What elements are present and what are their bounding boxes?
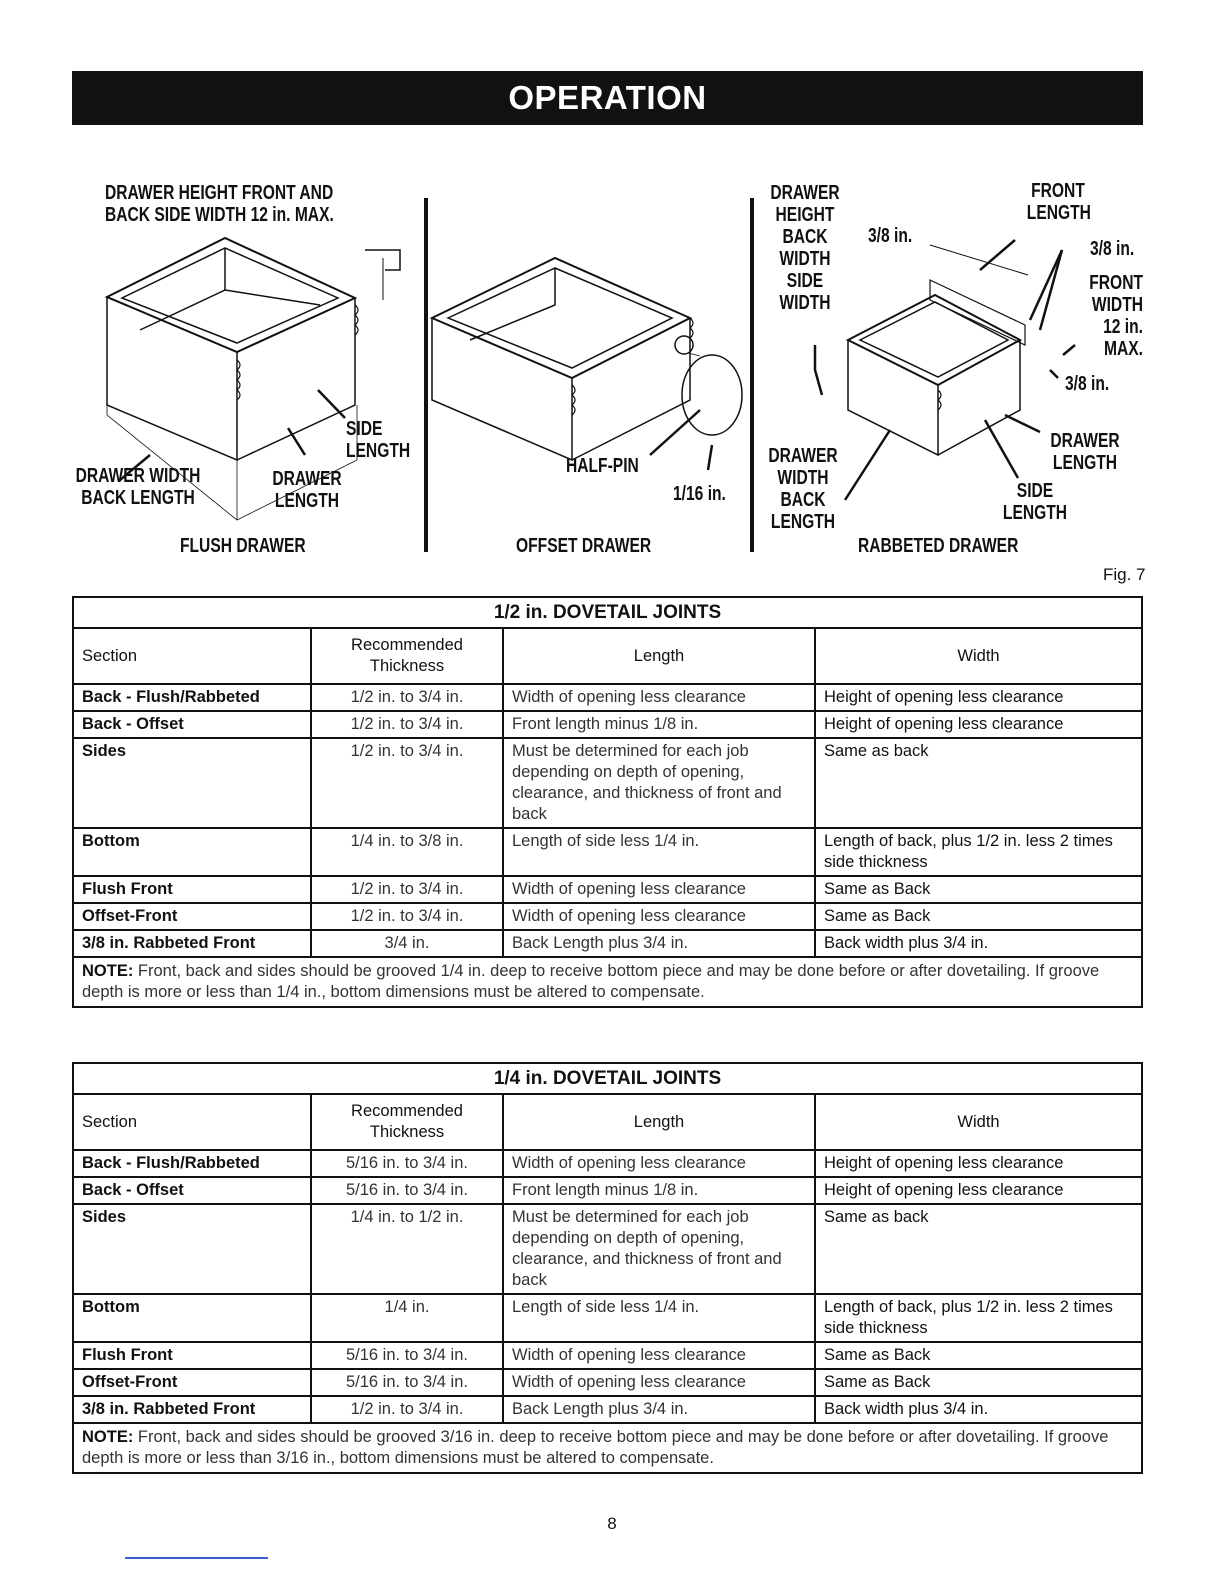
table-title-row <box>73 1063 1142 1094</box>
flush-drawer-length-label: DRAWER LENGTH <box>272 468 342 512</box>
table-row <box>73 1342 1142 1369</box>
table-row <box>73 1396 1142 1423</box>
column-header: Length <box>503 1094 815 1150</box>
table-row <box>73 1150 1142 1177</box>
table-cell: Same as Back <box>815 1369 1142 1396</box>
rabbeted-drawer-length-label: DRAWER LENGTH <box>1050 430 1120 474</box>
table-row <box>73 684 1142 711</box>
table-cell: Height of opening less clearance <box>815 684 1142 711</box>
rabbeted-side-length-label: SIDE LENGTH <box>1002 480 1068 524</box>
column-header: Recommended Thickness <box>311 628 503 684</box>
table-cell: Width of opening less clearance <box>503 684 815 711</box>
table-row <box>73 1204 1142 1294</box>
table-note <box>73 1423 1142 1473</box>
table-row <box>73 738 1142 828</box>
section-title: OPERATION <box>508 79 707 116</box>
table-cell: Width of opening less clearance <box>503 1342 815 1369</box>
flush-width-label: DRAWER WIDTH BACK LENGTH <box>75 465 201 509</box>
front-width-label: FRONT WIDTH 12 in. MAX. <box>1089 272 1143 360</box>
table-row <box>73 828 1142 876</box>
table-cell: Back - Offset <box>73 1177 311 1204</box>
table-cell: Back - Flush/Rabbeted <box>73 1150 311 1177</box>
half-pin-label: HALF-PIN <box>566 455 639 477</box>
table-cell: Width of opening less clearance <box>503 1150 815 1177</box>
note-text: Front, back and sides should be grooved 1/4 in. deep to receive bottom piece and may be done before or after dovetailing. If groove depth is more or less than 1/4 in., bottom dimensions must be altered to compensate. <box>82 962 1100 1001</box>
table-cell: Length of side less 1/4 in. <box>503 828 815 876</box>
table-cell: 5/16 in. to 3/4 in. <box>311 1177 503 1204</box>
rabbeted-drawer-drawing <box>815 240 1075 500</box>
table-cell: Offset-Front <box>73 1369 311 1396</box>
column-header: Width <box>815 1094 1142 1150</box>
note-label: NOTE: <box>82 962 134 980</box>
table-title-row <box>73 597 1142 628</box>
table-cell: Same as back <box>815 738 1142 828</box>
table-cell: Length of back, plus 1/2 in. less 2 times side thickness <box>815 828 1142 876</box>
table-row <box>73 930 1142 957</box>
table-header-row <box>73 1094 1142 1150</box>
table-cell: Bottom <box>73 1294 311 1342</box>
table-cell: 1/2 in. to 3/4 in. <box>311 903 503 930</box>
table-note <box>73 957 1142 1007</box>
table-row <box>73 1294 1142 1342</box>
table-cell: Back width plus 3/4 in. <box>815 1396 1142 1423</box>
column-header: Recommended Thickness <box>311 1094 503 1150</box>
table-cell: Back Length plus 3/4 in. <box>503 1396 815 1423</box>
table-row <box>73 903 1142 930</box>
table-cell: 1/4 in. to 1/2 in. <box>311 1204 503 1294</box>
table-cell: Flush Front <box>73 876 311 903</box>
three-eighths-label-1: 3/8 in. <box>868 225 913 247</box>
table-cell: Width of opening less clearance <box>503 903 815 930</box>
table-cell: Front length minus 1/8 in. <box>503 1177 815 1204</box>
table-cell: 5/16 in. to 3/4 in. <box>311 1342 503 1369</box>
table-row <box>73 1369 1142 1396</box>
front-length-label: FRONT LENGTH <box>1026 180 1091 224</box>
table-row <box>73 711 1142 738</box>
table-cell: Same as back <box>815 1204 1142 1294</box>
table-title: 1/2 in. DOVETAIL JOINTS <box>73 597 1142 628</box>
table-cell: Back - Flush/Rabbeted <box>73 684 311 711</box>
table-cell: 1/2 in. to 3/4 in. <box>311 1396 503 1423</box>
sixteenth-label: 1/16 in. <box>673 483 726 505</box>
table-row <box>73 876 1142 903</box>
table-cell: Back - Offset <box>73 711 311 738</box>
quarter-inch-dovetail-table <box>72 1062 1143 1474</box>
table-cell: 1/4 in. <box>311 1294 503 1342</box>
page-number: 8 <box>607 1514 617 1533</box>
table-cell: 3/8 in. Rabbeted Front <box>73 930 311 957</box>
column-header: Section <box>73 628 311 684</box>
table-cell: Offset-Front <box>73 903 311 930</box>
table-cell: 1/2 in. to 3/4 in. <box>311 684 503 711</box>
table-cell: 1/4 in. to 3/8 in. <box>311 828 503 876</box>
table-cell: Flush Front <box>73 1342 311 1369</box>
table-cell: 1/2 in. to 3/4 in. <box>311 738 503 828</box>
rabbeted-width-label: DRAWER WIDTH BACK LENGTH <box>768 445 838 533</box>
table-header-row <box>73 628 1142 684</box>
table-cell: Height of opening less clearance <box>815 711 1142 738</box>
table-cell: Length of side less 1/4 in. <box>503 1294 815 1342</box>
table-cell: Back Length plus 3/4 in. <box>503 930 815 957</box>
table-cell: Length of back, plus 1/2 in. less 2 times side thickness <box>815 1294 1142 1342</box>
table-cell: Height of opening less clearance <box>815 1177 1142 1204</box>
note-label: NOTE: <box>82 1428 134 1446</box>
column-header: Length <box>503 628 815 684</box>
note-row <box>73 1423 1142 1473</box>
three-eighths-label-3: 3/8 in. <box>1065 373 1110 395</box>
half-inch-dovetail-table <box>72 596 1143 1008</box>
flush-height-label: DRAWER HEIGHT FRONT AND BACK SIDE WIDTH 12 in. MAX. <box>105 182 334 226</box>
note-row <box>73 957 1142 1007</box>
table-cell: 5/16 in. to 3/4 in. <box>311 1369 503 1396</box>
column-header: Section <box>73 1094 311 1150</box>
table-cell: Front length minus 1/8 in. <box>503 711 815 738</box>
table-cell: 5/16 in. to 3/4 in. <box>311 1150 503 1177</box>
table-cell: Same as Back <box>815 1342 1142 1369</box>
table-cell: Sides <box>73 738 311 828</box>
table-row <box>73 1177 1142 1204</box>
column-header: Width <box>815 628 1142 684</box>
note-text: Front, back and sides should be grooved 3/16 in. deep to receive bottom piece and may be done before or after dovetailing. If groove depth is more or less than 3/16 in., bottom dimensions must be altered to compensate. <box>82 1428 1109 1467</box>
flush-drawer-title: FLUSH DRAWER <box>180 535 306 557</box>
table-cell: 3/4 in. <box>311 930 503 957</box>
offset-drawer-title: OFFSET DRAWER <box>516 535 652 557</box>
three-eighths-label-2: 3/8 in. <box>1090 238 1135 260</box>
table-cell: Width of opening less clearance <box>503 1369 815 1396</box>
table-cell: Bottom <box>73 828 311 876</box>
table-cell: Same as Back <box>815 903 1142 930</box>
table-cell: 1/2 in. to 3/4 in. <box>311 711 503 738</box>
footer-rule <box>125 1557 268 1559</box>
table-cell: Width of opening less clearance <box>503 876 815 903</box>
table-cell: 3/8 in. Rabbeted Front <box>73 1396 311 1423</box>
table-cell: Must be determined for each job depending on depth of opening, clearance, and thickness of front and back <box>503 738 815 828</box>
table-cell: Must be determined for each job depending on depth of opening, clearance, and thickness of front and back <box>503 1204 815 1294</box>
table-cell: Sides <box>73 1204 311 1294</box>
table-cell: Back width plus 3/4 in. <box>815 930 1142 957</box>
rabbeted-drawer-title: RABBETED DRAWER <box>858 535 1019 557</box>
figure-number: Fig. 7 <box>1103 565 1146 584</box>
table-cell: 1/2 in. to 3/4 in. <box>311 876 503 903</box>
table-cell: Height of opening less clearance <box>815 1150 1142 1177</box>
flush-side-length-label: SIDE LENGTH <box>346 418 411 462</box>
offset-drawer-drawing <box>432 258 742 470</box>
table-cell: Same as Back <box>815 876 1142 903</box>
rabbeted-height-label: DRAWER HEIGHT BACK WIDTH SIDE WIDTH <box>770 182 840 314</box>
table-title: 1/4 in. DOVETAIL JOINTS <box>73 1063 1142 1094</box>
